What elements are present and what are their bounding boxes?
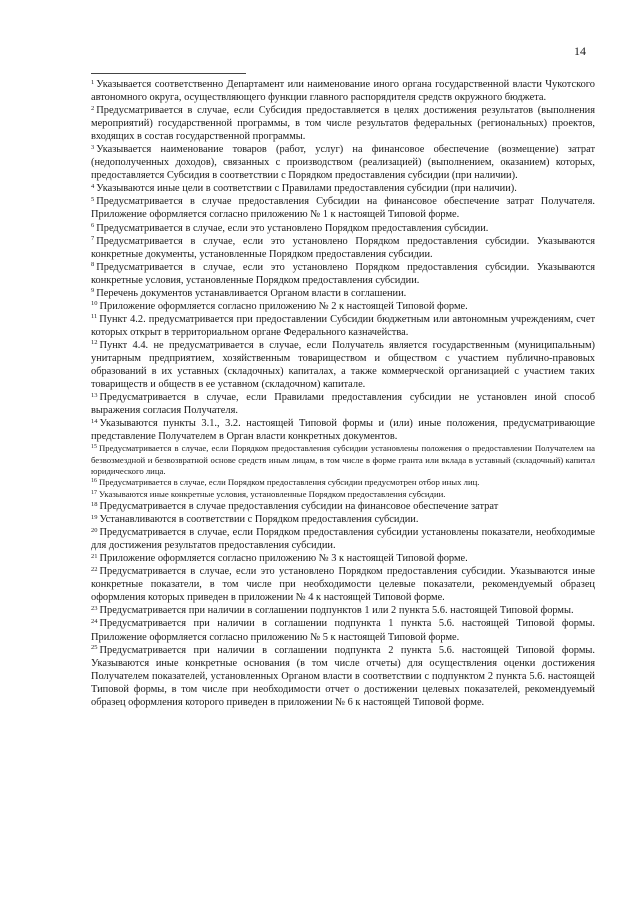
footnote-text: Приложение оформляется согласно приложению № 3 к настоящей Типовой форме. [99, 553, 468, 565]
footnote-text: Указываются иные конкретные условия, установленные Порядком предоставления субсидии. [99, 488, 446, 499]
footnote-text: Предусматривается в случае, если Правилами предоставления субсидии не установлен иной способ выражения согласия Получателя. [91, 392, 595, 417]
footnote-text: Предусматривается в случае, если это установлено Порядком предоставления субсидии. Указываются иные конкретные показатели, в том числе при необходимости целевые показатели, рекомендуемый образец оформления которых приведен в приложении № 4 к настоящей Типовой форме. [91, 566, 595, 604]
footnote-marker: 15 [91, 444, 97, 451]
footnote-9 [91, 287, 595, 300]
footnote-24 [91, 617, 595, 643]
footnote-marker: 21 [91, 552, 98, 560]
footnote-text: Предусматривается в случае, если Субсидия предоставляется в целях достижения результатов (выполнения мероприятий) государственной программы, в том числе результатов федеральных (региональных) проектов, входящих в состав государственной программы. [91, 105, 595, 143]
footnote-marker: 11 [91, 313, 98, 321]
footnote-text: Предусматривается в случае предоставления субсидии на финансовое обеспечение затрат [99, 501, 499, 513]
footnote-marker: 1 [91, 78, 95, 86]
footnote-marker: 2 [91, 104, 95, 112]
footnote-1 [91, 78, 595, 104]
footnote-19 [91, 513, 595, 526]
footnote-7 [91, 235, 595, 261]
footnote-text: Указывается наименование товаров (работ, услуг) на финансовое обеспечение (возмещение) затрат (недополученных доходов), связанных с производством (реализацией) (выполнением, оказанием) которых, предоставляется Субсидия в соответствии с Порядком предоставления субсидии (при наличии). [91, 144, 595, 182]
footnote-marker: 12 [91, 339, 98, 347]
footnote-marker: 9 [91, 287, 95, 295]
footnote-text: Предусматривается в случае, если Порядком предоставления субсидии установлены показатели, необходимые для достижения результатов предоставления субсидии. [91, 527, 595, 552]
footnotes-list [91, 78, 595, 709]
footnote-4 [91, 182, 595, 195]
footnote-marker: 17 [91, 489, 97, 496]
footnote-marker: 5 [91, 195, 95, 203]
footnote-text: Указывается соответственно Департамент или наименование иного органа государственной власти Чукотского автономного округа, осуществляющего функции главного распорядителя средств окружного бюджета. [91, 79, 595, 104]
footnote-marker: 4 [91, 182, 95, 190]
footnote-text: Перечень документов устанавливается Органом власти в соглашении. [96, 287, 407, 299]
footnote-marker: 16 [91, 478, 97, 485]
footnote-marker: 18 [91, 500, 98, 508]
footnote-22 [91, 565, 595, 604]
footnote-marker: 24 [91, 617, 98, 625]
footnote-text: Предусматривается при наличии в соглашении подпунктов 1 или 2 пункта 5.6. настоящей Типовой формы. [99, 605, 574, 617]
footnote-marker: 8 [91, 261, 95, 269]
footnote-marker: 10 [91, 300, 98, 308]
footnote-text: Указываются иные цели в соответствии с Правилами предоставления субсидии (при наличии). [96, 183, 517, 195]
footnote-marker: 25 [91, 644, 98, 652]
footnote-separator [91, 73, 246, 74]
footnote-marker: 3 [91, 143, 95, 151]
footnote-marker: 13 [91, 391, 98, 399]
footnote-16 [91, 477, 595, 488]
footnote-text: Указываются пункты 3.1., 3.2. настоящей Типовой формы и (или) иные положения, предусматривающие представление Получателем в Орган власти конкретных документов. [91, 418, 595, 443]
footnote-text: Приложение оформляется согласно приложению № 2 к настоящей Типовой форме. [99, 300, 468, 312]
footnote-marker: 20 [91, 526, 98, 534]
footnote-text: Предусматривается в случае, если Порядком предоставления субсидии предусмотрен отбор иных лиц. [99, 477, 480, 488]
footnote-text: Предусматривается в случае предоставления Субсидии на финансовое обеспечение затрат Получателя. Приложение оформляется согласно приложению № 1 к настоящей Типовой форме. [91, 196, 595, 221]
footnote-18 [91, 500, 595, 513]
footnote-10 [91, 300, 595, 313]
footnote-15 [91, 443, 595, 477]
footnote-3 [91, 143, 595, 182]
footnote-text: Предусматривается при наличии в соглашении подпункта 1 пункта 5.6. настоящей Типовой формы. Приложение оформляется согласно приложению № 5 к настоящей Типовой форме. [91, 618, 595, 643]
footnote-23 [91, 604, 595, 617]
footnote-text: Предусматривается в случае, если Порядком предоставления субсидии установлены положения о предоставлении Получателем на безвозмездной и безвозвратной основе средств иным лицам, в том числе в форме гранта или вклада в уставный (складочный) капитал юридического лица. [91, 443, 595, 476]
footnote-13 [91, 391, 595, 417]
footnote-text: Устанавливаются в соответствии с Порядком предоставления субсидии. [99, 514, 419, 526]
footnote-25 [91, 644, 595, 709]
footnote-8 [91, 261, 595, 287]
footnote-11 [91, 313, 595, 339]
footnote-17 [91, 489, 595, 500]
footnote-text: Предусматривается в случае, если это установлено Порядком предоставления субсидии. [96, 222, 489, 234]
footnote-5 [91, 195, 595, 221]
footnote-20 [91, 526, 595, 552]
footnote-marker: 6 [91, 222, 95, 230]
footnote-12 [91, 339, 595, 391]
footnote-marker: 23 [91, 604, 98, 612]
footnote-marker: 22 [91, 565, 98, 573]
footnote-marker: 7 [91, 235, 95, 243]
footnote-text: Пункт 4.4. не предусматривается в случае, если Получатель является государственным (муниципальным) унитарным предприятием, хозяйственным товариществом и обществом с участием публично-правовых образований в их уставных (складочных) капиталах, а также коммерческой организацией с участием таких товариществ и обществ в ее уставном (складочном) капитале. [91, 339, 595, 391]
footnote-21 [91, 552, 595, 565]
page-number: 14 [574, 44, 586, 58]
footnote-14 [91, 417, 595, 443]
footnote-text: Предусматривается при наличии в соглашении подпункта 2 пункта 5.6. настоящей Типовой формы. Указываются иные конкретные основания (в том числе отчеты) для осуществления оценки достижения Получателем показателей, установленных Органом власти в соответствии с подпунктом 2 пункта 5.6. настоящей Типовой формы, в том числе при необходимости отчет о достижении целевых показателей, рекомендуемый образец оформления которого приведен в приложении № 6 к настоящей Типовой форме. [91, 644, 595, 708]
footnote-6 [91, 222, 595, 235]
footnote-text: Пункт 4.2. предусматривается при предоставлении Субсидии бюджетным или автономным учреждениям, счет которых открыт в территориальном органе Федерального казначейства. [91, 313, 595, 338]
footnote-marker: 14 [91, 417, 98, 425]
footnote-text: Предусматривается в случае, если это установлено Порядком предоставления субсидии. Указываются конкретные документы, установленные Порядком предоставления субсидии. [91, 235, 595, 260]
footnote-marker: 19 [91, 513, 98, 521]
footnote-text: Предусматривается в случае, если это установлено Порядком предоставления субсидии. Указываются конкретные условия, установленные Порядком предоставления субсидии. [91, 261, 595, 286]
footnote-2 [91, 104, 595, 143]
